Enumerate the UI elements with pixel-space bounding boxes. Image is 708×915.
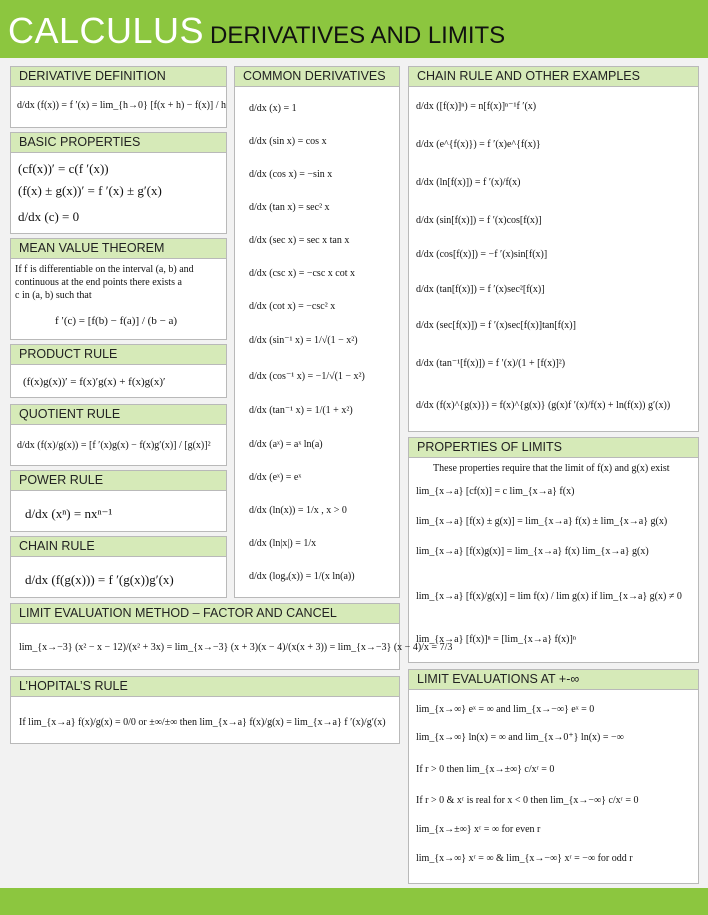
limit-formula: lim_{x→a} [f(x)/g(x)] = lim f(x) / lim g(x) if lim_{x→a} g(x) ≠ 0 <box>416 591 682 602</box>
chain-rule-card <box>10 536 227 598</box>
derivative-formula: d/dx (cos⁻¹ x) = −1/√(1 − x²) <box>249 371 365 382</box>
example-formula: d/dx (ln[f(x)]) = f ′(x)/f(x) <box>416 177 521 188</box>
page-subtitle: DERIVATIVES AND LIMITS <box>210 22 506 49</box>
derivative-formula: d/dx (x) = 1 <box>249 103 297 114</box>
infinity-limit: If r > 0 then lim_{x→±∞} c/xʳ = 0 <box>416 764 555 775</box>
derivative-formula: d/dx (eˣ) = eˣ <box>249 472 302 483</box>
product-rule-card <box>10 344 227 398</box>
derivatives-list <box>235 87 399 597</box>
derivative-formula: d/dx (tan x) = sec² x <box>249 202 330 213</box>
card-title: COMMON DERIVATIVES <box>235 67 399 87</box>
theorem-text: If f is differentiable on the interval (a, b) and <box>15 264 194 275</box>
derivative-formula: d/dx (sec x) = sec x tan x <box>249 235 350 246</box>
infinity-limit: If r > 0 & xʳ is real for x < 0 then lim_{x→−∞} c/xʳ = 0 <box>416 795 639 806</box>
formula: d/dx (f(x)/g(x)) = [f ′(x)g(x) − f(x)g′(x)] / [g(x)]² <box>17 440 211 451</box>
card-title: L’HOPITAL’S RULE <box>11 677 399 697</box>
derivative-formula: d/dx (sin⁻¹ x) = 1/√(1 − x²) <box>249 335 358 346</box>
infinity-limits-list <box>409 690 698 883</box>
derivative-formula: d/dx (cos x) = −sin x <box>249 169 333 180</box>
card-title: CHAIN RULE AND OTHER EXAMPLES <box>409 67 698 87</box>
formula: lim_{x→−3} (x² − x − 12)/(x² + 3x) = lim_{x→−3} (x + 3)(x − 4)/(x(x + 3)) = lim_{x→−3} (x − 4)/x = 7/3 <box>19 642 453 653</box>
limit-formula: lim_{x→a} [f(x) ± g(x)] = lim_{x→a} f(x) ± lim_{x→a} g(x) <box>416 516 668 527</box>
formula: (f(x)g(x))′ = f(x)′g(x) + f(x)g(x)′ <box>23 376 166 388</box>
limit-properties-list <box>409 458 698 662</box>
example-formula: d/dx (e^{f(x)}) = f ′(x)e^{f(x)} <box>416 139 541 150</box>
examples-list <box>409 87 698 431</box>
formula: (f(x) ± g(x))′ = f ′(x) ± g′(x) <box>18 183 162 198</box>
derivative-formula: d/dx (logₐ(x)) = 1/(x ln(a)) <box>249 571 355 582</box>
formula: d/dx (f(g(x))) = f ′(g(x))g′(x) <box>25 572 174 587</box>
formula: d/dx (f(x)) = f ′(x) = lim_{h→0} [f(x + h) − f(x)] / h <box>17 100 227 111</box>
formula: d/dx (c) = 0 <box>18 209 80 224</box>
footer-bar <box>0 888 708 915</box>
page-title: CALCULUS <box>8 10 205 51</box>
card-title: PRODUCT RULE <box>11 345 226 365</box>
card-title: PROPERTIES OF LIMITS <box>409 438 698 458</box>
card-title: BASIC PROPERTIES <box>11 133 226 153</box>
title-banner <box>0 0 708 58</box>
infinity-limit: lim_{x→∞} xʳ = ∞ & lim_{x→−∞} xʳ = −∞ for odd r <box>416 853 633 864</box>
formula: (cf(x))′ = c(f ′(x)) <box>18 161 109 176</box>
infinity-limit: lim_{x→∞} eˣ = ∞ and lim_{x→−∞} eˣ = 0 <box>416 704 595 715</box>
infinity-limit: lim_{x→∞} ln(x) = ∞ and lim_{x→0⁺} ln(x) = −∞ <box>416 732 624 743</box>
limit-formula: lim_{x→a} [f(x)g(x)] = lim_{x→a} f(x) lim_{x→a} g(x) <box>416 546 649 557</box>
derivative-formula: d/dx (sin x) = cos x <box>249 136 327 147</box>
limit-evaluation-card <box>10 603 453 670</box>
theorem-text: c in (a, b) such that <box>15 290 92 301</box>
limits-note: These properties require that the limit of f(x) and g(x) exist <box>433 463 670 474</box>
card-title: POWER RULE <box>11 471 226 491</box>
common-derivatives-card <box>234 66 400 598</box>
formula: If lim_{x→a} f(x)/g(x) = 0/0 or ±∞/±∞ then lim_{x→a} f(x)/g(x) = lim_{x→a} f ′(x)/g′(x) <box>19 717 386 728</box>
derivative-formula: d/dx (tan⁻¹ x) = 1/(1 + x²) <box>249 405 353 416</box>
card-title: MEAN VALUE THEOREM <box>11 239 226 259</box>
card-title: QUOTIENT RULE <box>11 405 226 425</box>
lhopital-rule-card <box>10 676 400 744</box>
power-rule-card <box>10 470 227 532</box>
derivative-formula: d/dx (aˣ) = aˣ ln(a) <box>249 439 323 450</box>
derivative-definition-card <box>10 66 227 128</box>
example-formula: d/dx (tan⁻¹[f(x)]) = f ′(x)/(1 + [f(x)]²) <box>416 358 566 369</box>
example-formula: d/dx (sin[f(x)]) = f ′(x)cos[f(x)] <box>416 215 542 226</box>
theorem-text: continuous at the end points there exists a <box>15 277 182 288</box>
infinity-limit: lim_{x→±∞} xʳ = ∞ for even r <box>416 824 541 835</box>
derivative-formula: d/dx (cot x) = −csc² x <box>249 301 336 312</box>
limit-evaluations-infinity-card <box>408 669 699 884</box>
derivative-formula: d/dx (ln(x)) = 1/x , x > 0 <box>249 505 347 516</box>
quotient-rule-card <box>10 404 227 466</box>
derivative-formula: d/dx (ln|x|) = 1/x <box>249 538 317 549</box>
card-title: CHAIN RULE <box>11 537 226 557</box>
example-formula: d/dx (cos[f(x)]) = −f ′(x)sin[f(x)] <box>416 249 548 260</box>
mean-value-theorem-card <box>10 238 227 340</box>
example-formula: d/dx (f(x)^{g(x)}) = f(x)^{g(x)} (g(x)f ′(x)/f(x) + ln(f(x)) g′(x)) <box>416 400 671 411</box>
example-formula: d/dx ([f(x)]ⁿ) = n[f(x)]ⁿ⁻¹f ′(x) <box>416 101 537 112</box>
formula: f ′(c) = [f(b) − f(a)] / (b − a) <box>55 315 178 327</box>
properties-of-limits-card <box>408 437 699 663</box>
example-formula: d/dx (sec[f(x)]) = f ′(x)sec[f(x)]tan[f(x)] <box>416 320 576 331</box>
example-formula: d/dx (tan[f(x)]) = f ′(x)sec²[f(x)] <box>416 284 545 295</box>
card-title: LIMIT EVALUATION METHOD – FACTOR AND CANCEL <box>11 604 399 624</box>
chain-rule-examples-card <box>408 66 699 432</box>
limit-formula: lim_{x→a} [cf(x)] = c lim_{x→a} f(x) <box>416 486 575 497</box>
card-title: LIMIT EVALUATIONS AT +-∞ <box>409 670 698 690</box>
formula: d/dx (xⁿ) = nxⁿ⁻¹ <box>25 506 113 521</box>
limit-formula: lim_{x→a} [f(x)]ⁿ = [lim_{x→a} f(x)]ⁿ <box>416 634 576 645</box>
basic-properties-card <box>10 132 227 234</box>
derivative-formula: d/dx (csc x) = −csc x cot x <box>249 268 355 279</box>
card-title: DERIVATIVE DEFINITION <box>11 67 226 87</box>
